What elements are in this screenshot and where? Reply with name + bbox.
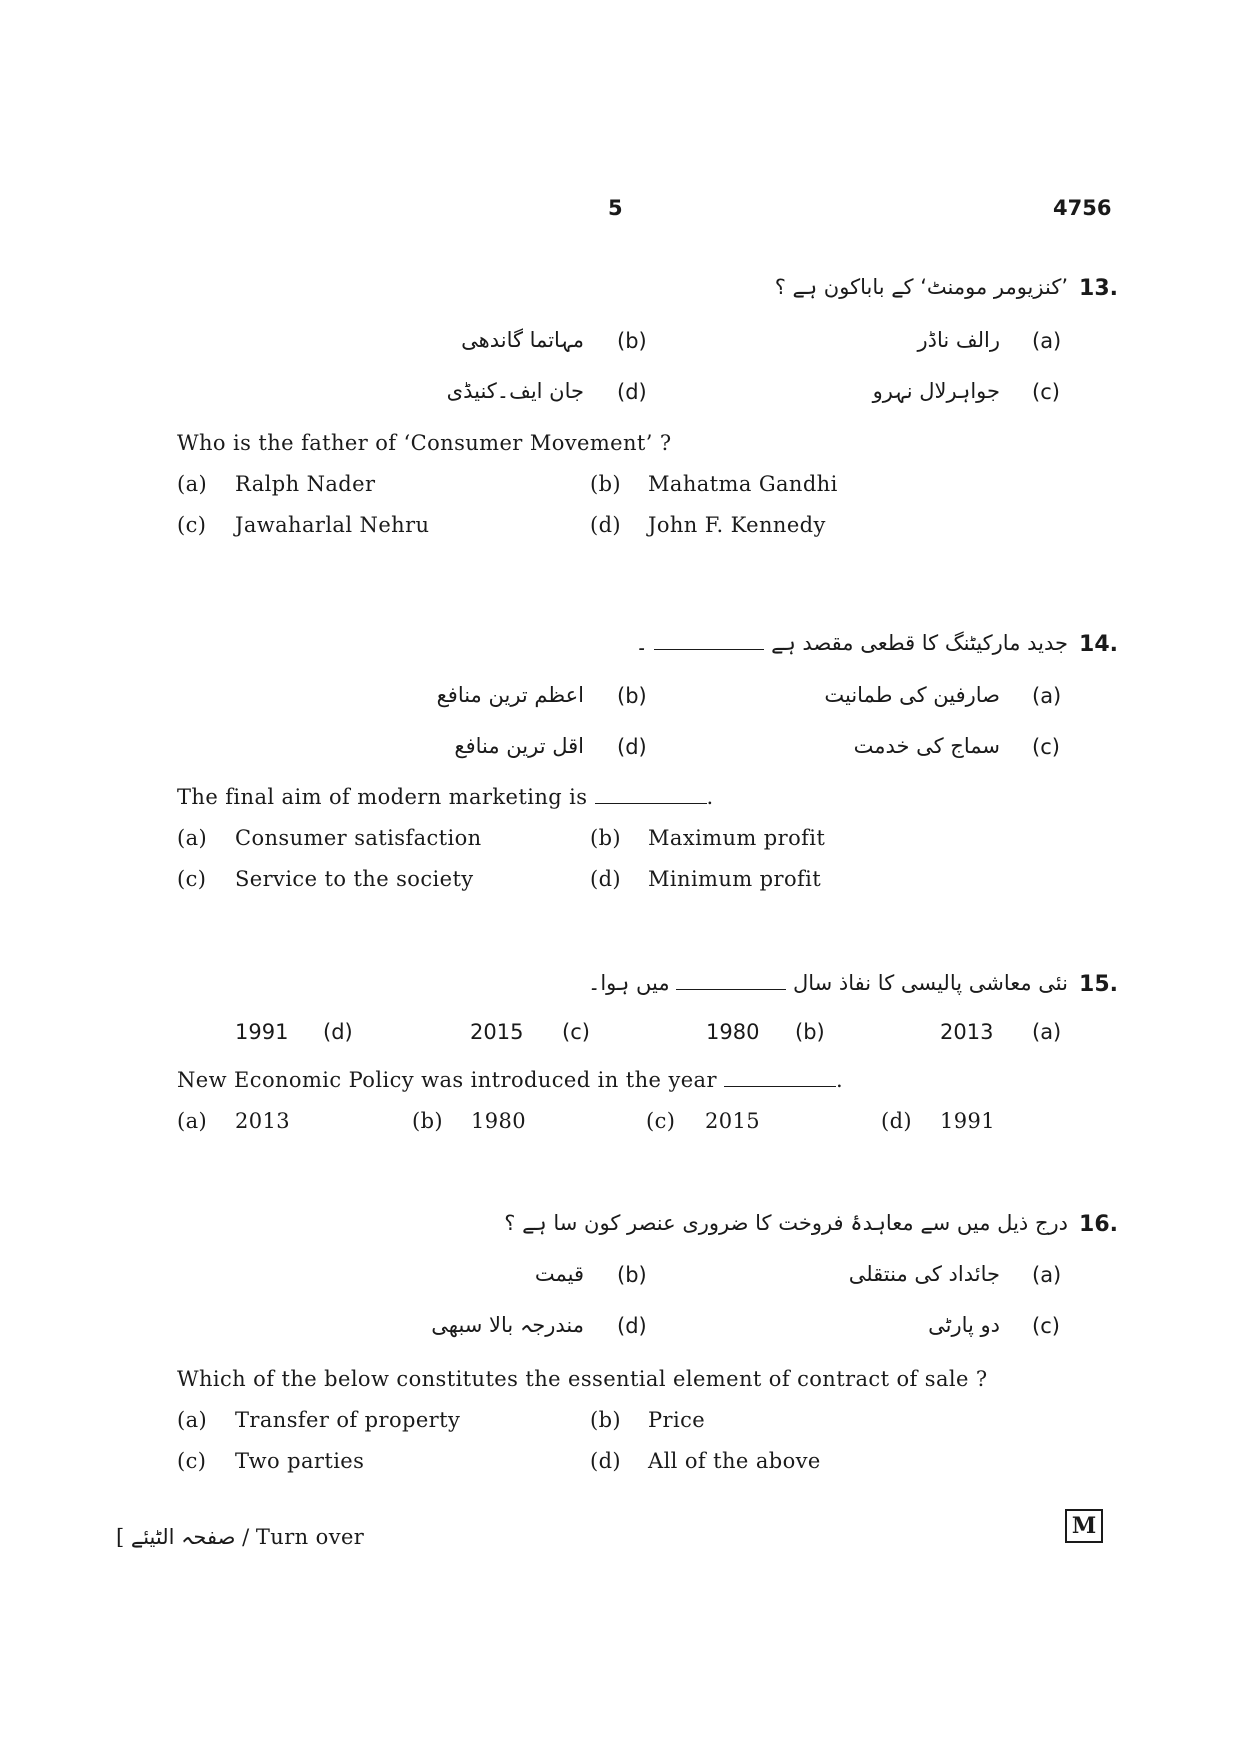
q15-urdu-stem-end: میں ہوا۔ [588,971,670,995]
q15-number: 15. [1079,972,1118,997]
q16-urdu-option-c: دو پارٹی [928,1313,1000,1337]
q14-number: 14. [1079,632,1118,657]
q15-urdu-stem-text: نئی معاشی پالیسی کا نفاذ سال [792,971,1068,995]
q14-option-d: Minimum profit [648,867,822,891]
q14-option-d-letter: (d) [590,867,622,891]
q15-option-a-letter: (a) [177,1109,208,1133]
q16-urdu-option-d: مندرجہ بالا سبھی [431,1313,584,1337]
q15-stem-end: . [835,1068,844,1092]
footer-separator: / [242,1525,250,1549]
q15-urdu-blank [676,989,786,990]
q16-urdu-option-a: جائداد کی منتقلی [848,1262,1000,1286]
footer-open-bracket: [ [116,1525,125,1549]
q15-urdu-label-b: (b) [795,1020,825,1044]
q15-option-d-letter: (d) [881,1109,913,1133]
q14-option-b: Maximum profit [648,826,826,850]
q13-option-a: Ralph Nader [235,472,376,496]
q14-urdu-blank [654,649,764,650]
q16-option-c: Two parties [235,1449,365,1473]
q14-urdu-label-c: (c) [1032,735,1060,759]
q13-urdu-label-d: (d) [617,380,647,404]
q14-stem-text: The final aim of modern marketing is [177,785,588,809]
q13-option-c: Jawaharlal Nehru [235,513,430,537]
q15-option-a: 2013 [235,1109,291,1133]
q14-option-a-letter: (a) [177,826,208,850]
q14-urdu-label-d: (d) [617,735,647,759]
q16-option-d: All of the above [648,1449,821,1473]
q15-option-b-letter: (b) [412,1109,444,1133]
q14-stem-end: . [706,785,714,809]
q15-option-c: 2015 [705,1109,761,1133]
q13-option-b-letter: (b) [590,472,622,496]
page-number: 5 [608,196,623,220]
q15-option-b: 1980 [471,1109,527,1133]
paper-code: 4756 [1053,196,1112,220]
q13-urdu-stem: ’کنزیومر مومنٹ‘ کے باباکون ہے ؟ [774,275,1068,299]
q15-option-c-letter: (c) [646,1109,676,1133]
q14-urdu-stem-end: ۔ [635,631,648,655]
q13-option-d: John F. Kennedy [648,513,826,537]
q13-urdu-option-c: جواہرلال نہرو [872,379,1000,403]
q13-option-b: Mahatma Gandhi [648,472,838,496]
q16-urdu-label-d: (d) [617,1314,647,1338]
q16-urdu-stem: درج ذیل میں سے معاہدۂ فروخت کا ضروری عنصر کون سا ہے ؟ [504,1211,1068,1235]
q14-urdu-label-a: (a) [1032,684,1062,708]
q13-option-d-letter: (d) [590,513,622,537]
q16-option-b-letter: (b) [590,1408,622,1432]
q13-option-a-letter: (a) [177,472,208,496]
q14-urdu-label-b: (b) [617,684,647,708]
q14-option-b-letter: (b) [590,826,622,850]
q14-option-a: Consumer satisfaction [235,826,482,850]
q14-blank [595,803,707,804]
q13-urdu-option-d: جان ایف۔کنیڈی [446,379,584,403]
q15-blank [724,1086,836,1087]
q15-option-d: 1991 [940,1109,996,1133]
q16-option-c-letter: (c) [177,1449,207,1473]
q15-urdu-label-d: (d) [323,1020,353,1044]
q16-option-b: Price [648,1408,706,1432]
q15-urdu-label-a: (a) [1032,1020,1062,1044]
q14-urdu-stem-text: جدید مارکیٹنگ کا قطعی مقصد ہے [771,631,1068,655]
q13-urdu-option-a: رالف ناڈر [917,328,1000,352]
q15-urdu-option-a: 2013 [940,1020,994,1044]
q14-urdu-option-a: صارفین کی طمانیت [824,683,1000,707]
q13-option-c-letter: (c) [177,513,207,537]
q15-urdu-option-d: 1991 [235,1020,289,1044]
q13-urdu-label-b: (b) [617,329,647,353]
q16-stem: Which of the below constitutes the essential element of contract of sale ? [177,1367,988,1391]
medium-mark-box: M [1065,1509,1103,1543]
q13-urdu-label-c: (c) [1032,380,1060,404]
q13-urdu-option-b: مہاتما گاندھی [461,328,584,352]
footer-urdu-turn: صفحہ الٹیئے [130,1525,236,1549]
q14-urdu-option-b: اعظم ترین منافع [436,683,584,707]
q16-urdu-label-a: (a) [1032,1263,1062,1287]
q14-stem [177,785,714,809]
q15-stem-text: New Economic Policy was introduced in the year [177,1068,717,1092]
q14-option-c-letter: (c) [177,867,207,891]
q14-option-c: Service to the society [235,867,474,891]
footer-turn-over: Turn over [255,1525,365,1549]
q16-option-d-letter: (d) [590,1449,622,1473]
q16-number: 16. [1079,1212,1118,1237]
q16-option-a: Transfer of property [235,1408,461,1432]
q16-urdu-option-b: قیمت [534,1262,584,1286]
q15-urdu-option-b: 1980 [706,1020,760,1044]
q13-stem: Who is the father of ‘Consumer Movement’ ? [177,431,672,455]
q15-urdu-stem [588,971,1068,995]
q16-urdu-label-c: (c) [1032,1314,1060,1338]
q15-urdu-option-c: 2015 [470,1020,524,1044]
q14-urdu-option-d: اقل ترین منافع [454,734,584,758]
q13-urdu-label-a: (a) [1032,329,1062,353]
turn-over-footer [116,1525,364,1549]
q16-urdu-label-b: (b) [617,1263,647,1287]
q14-urdu-option-c: سماج کی خدمت [853,734,1000,758]
q14-urdu-stem [635,631,1068,655]
q15-urdu-label-c: (c) [562,1020,590,1044]
q15-stem [177,1068,843,1092]
q16-option-a-letter: (a) [177,1408,208,1432]
q13-number: 13. [1079,276,1118,301]
